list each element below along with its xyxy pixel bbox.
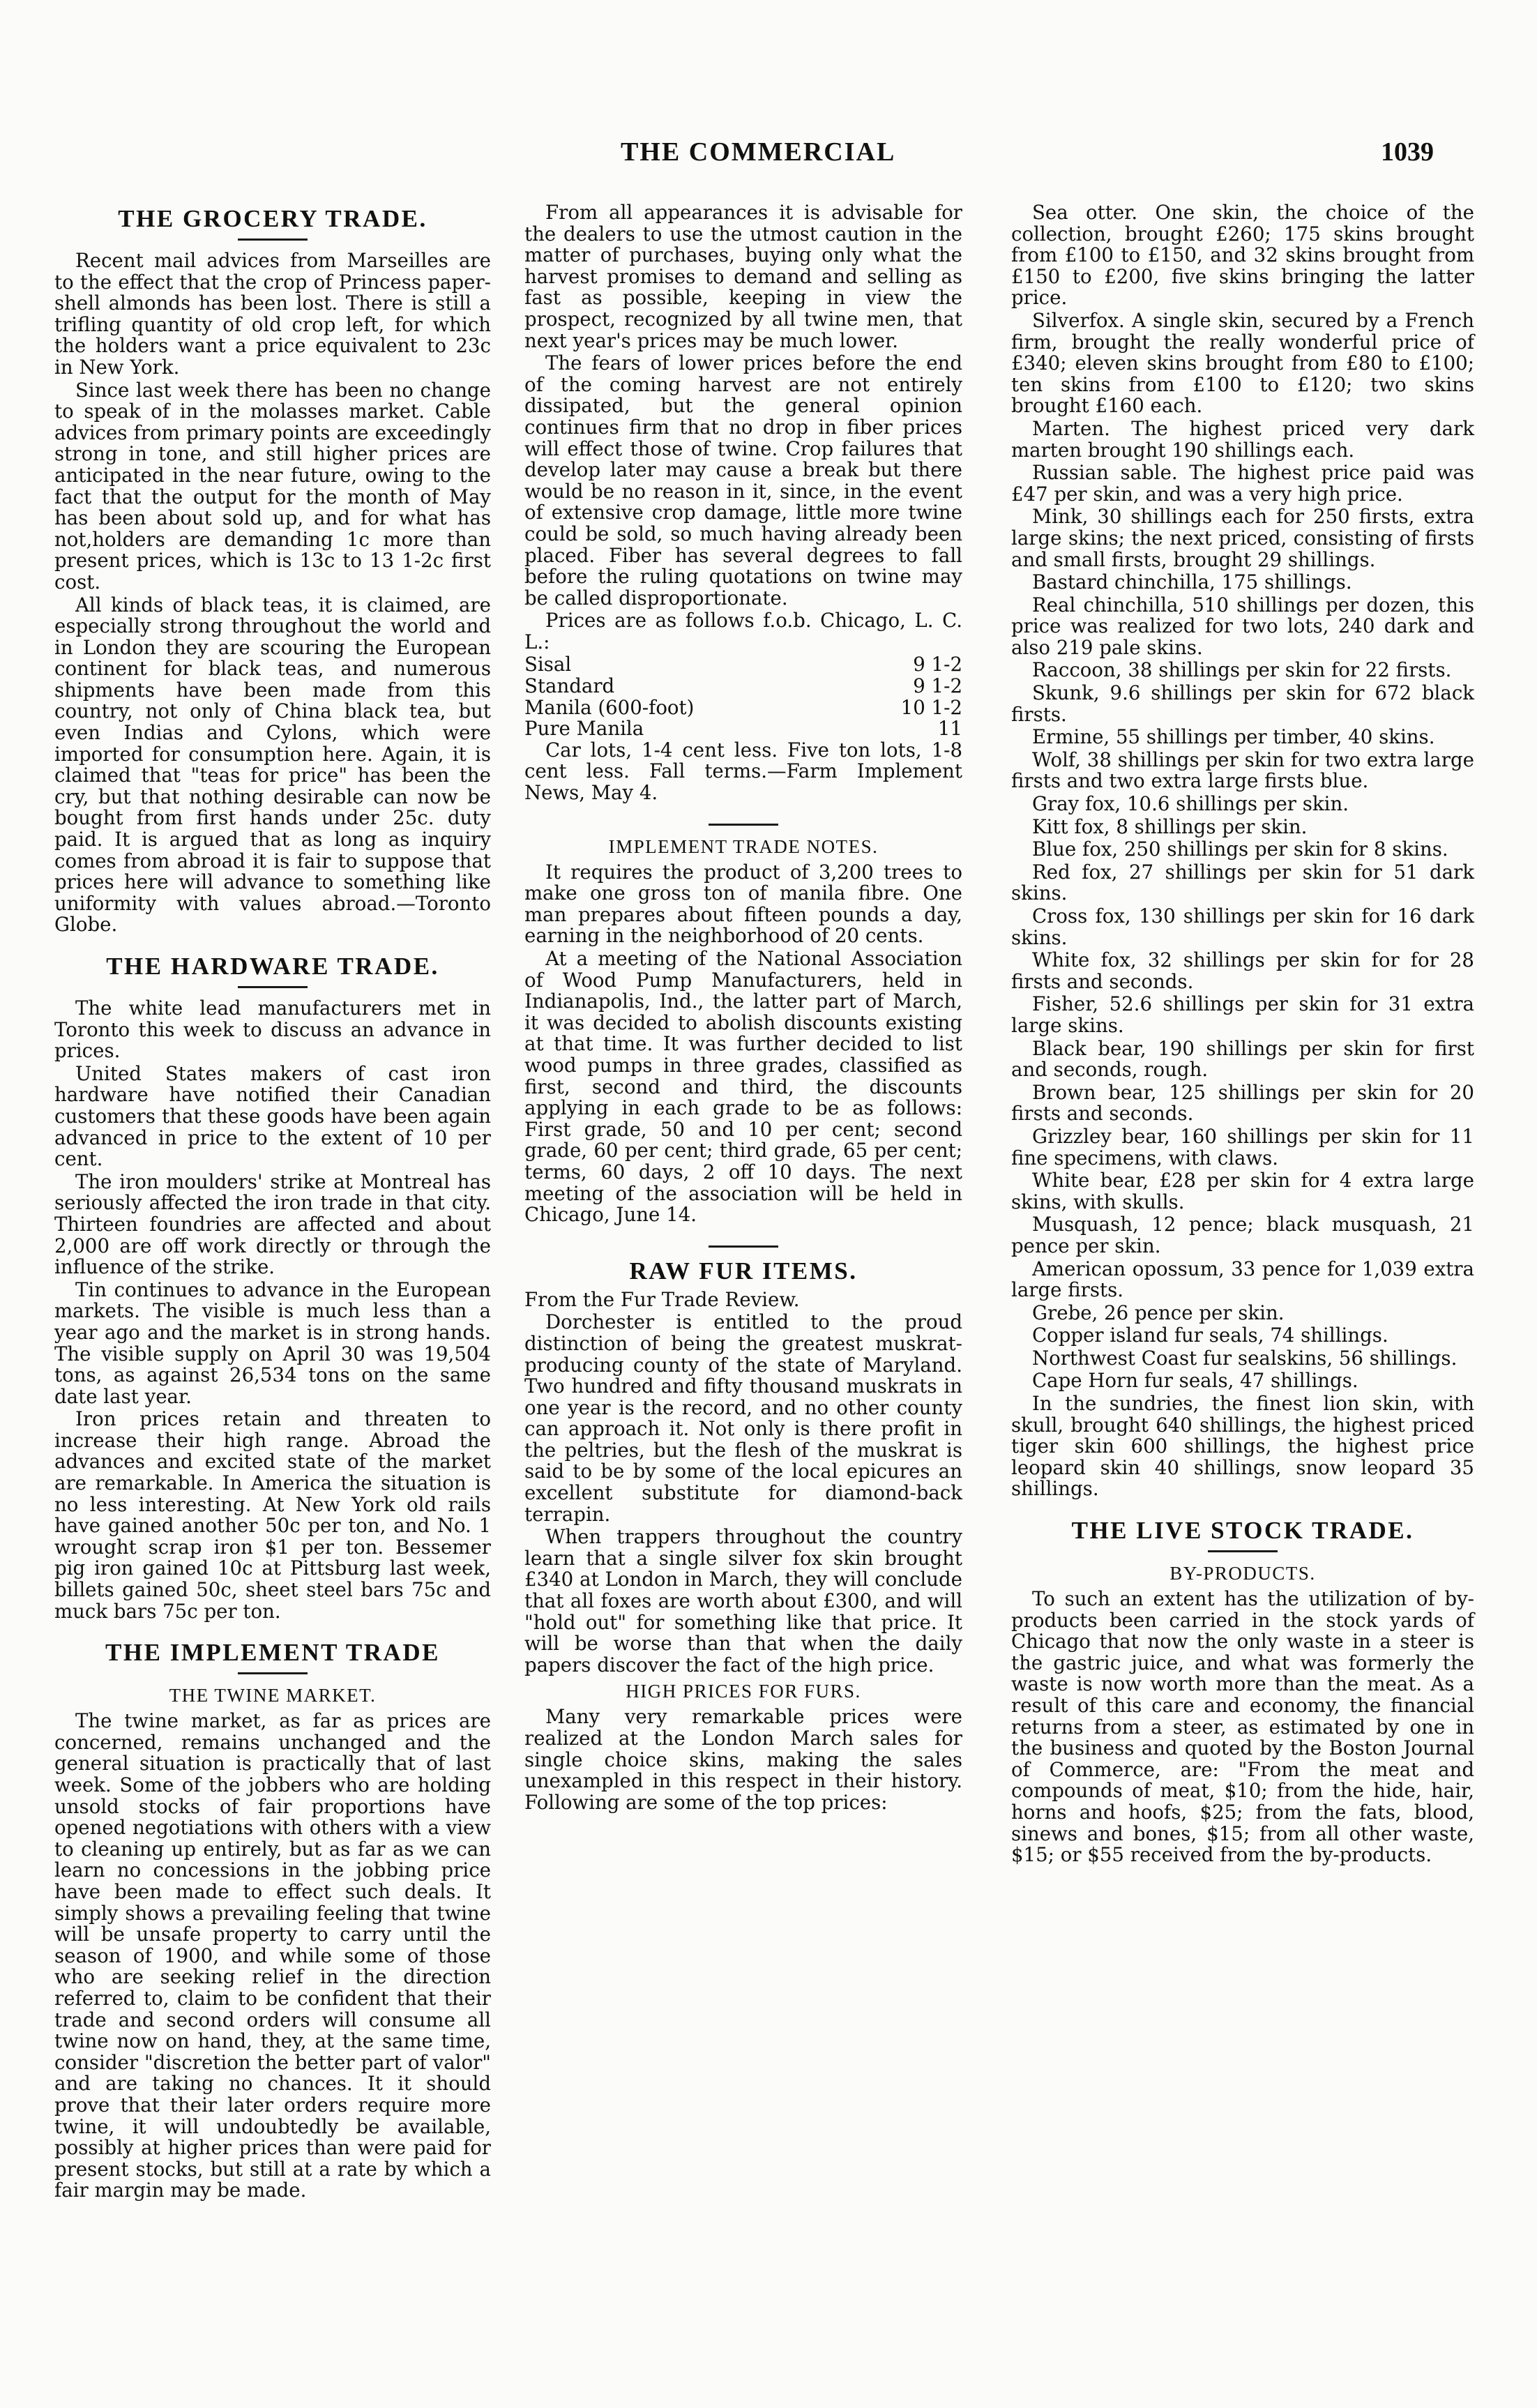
implement-paragraph: The twine market, as far as prices are concerned, remains unchanged and the general situation is practically that of last week. Some of the jobbers who are holding unsold stocks of fair proportions have opened negotiations with others with a view to cleaning up entirely, but as far as we can learn no concessions in the jobbing price have been made to effect such deals. It simply shows a prevailing feeling that twine will be unsafe property to carry until the season of 1900, and while some of those who are seeking relief in the direction referred to, claim to be confident that their trade and second orders will consume all twine now on hand, they, at the same time, consider "discretion the better part of valor" and are taking no chances. It it should prove that their later orders require more twine, it will undoubtedly be available, possibly at higher prices than were paid for present stocks, but still at a rate by which a fair margin may be made.	[54, 1709, 491, 2202]
column-1	[54, 202, 491, 2294]
price-value: 10 1-2	[900, 695, 962, 719]
fur-price-entry: American opossum, 33 pence for 1,039 extra large firsts.	[1011, 1257, 1474, 1302]
high-prices-paragraph: Many very remarkable prices were realized at the London March sales for single choice skins, making the sales unexampled in this respect in their history. Following are some of the top prices:	[524, 1705, 962, 1814]
heading-rule	[1208, 1550, 1278, 1552]
fur-price-entry: Silverfox. A single skin, secured by a French firm, brought the really wonderful price of £340; eleven skins brought from £80 to £100; ten skins from £100 to £120; two skins brought £160 each.	[1011, 308, 1474, 418]
column-3	[1011, 202, 1474, 2294]
implement-notes-paragraph: It requires the product of 3,200 trees to make one gross ton of manila fibre. One man prepares about fifteen pounds a day, earning in the neighborhood of 20 cents.	[524, 860, 962, 948]
implement-notes-paragraph: At a meeting of the National Association of Wood Pump Manufacturers, held in Indianapolis, Ind., the latter part of March, it was decided to abolish discounts existing at that time. It was further decided to list wood pumps in three grades, classified as first, second and third, the discounts applying in each grade to be as follows: First grade, 50 and 10 per cent; second grade, 60 per cent; third grade, 65 per cent; terms, 60 days, 2 off 10 days. The next meeting of the association will be held in Chicago, June 14.	[524, 947, 962, 1227]
grocery-heading: THE GROCERY TRADE.	[118, 205, 427, 232]
raw-fur-paragraph: When trappers throughout the country learn that a single silver fox skin brought £340 at London in March, they will conclude that all foxes are worth about £300, and will "hold out" for something like that price. It will be worse than that when the daily papers discover the fact of the high price.	[524, 1525, 962, 1676]
fur-price-entry: Sea otter. One skin, the choice of the collection, brought £260; 175 skins brought from £100 to £150, and 32 skins brought from £150 to £200, five skins bringing the latter price.	[1011, 201, 1474, 310]
grocery-paragraph: Since last week there has been no change to speak of in the molasses market. Cable advices from primary points are exceedingly strong in tone, and still higher prices are anticipated in the near future, owing to the fact that the output for the month of May has been about sold up, and for what has not,holders are demanding 1c more than present prices, which is 13c to 13 1-2c first cost.	[54, 378, 491, 593]
fur-price-entry: Fisher, 52.6 shillings per skin for 31 extra large skins.	[1011, 992, 1474, 1037]
raw-fur-heading: RAW FUR ITEMS.	[629, 1257, 858, 1285]
page-number: 1039	[1381, 137, 1434, 167]
price-name: Standard	[524, 676, 615, 697]
fur-price-entry: Mink, 30 shillings each for 250 firsts, extra large skins; the next priced, consisting of firsts and small firsts, brought 29 shillings.	[1011, 505, 1474, 571]
implement-paragraph: The fears of lower prices before the end of the coming harvest are not entirely dissipated, but the general opinion continues firm that no drop in fiber prices will effect those of twine. Crop failures that develop later may cause a break but there would be no reason in it, since, in the event of extensive crop damage, little more twine could be sold, so much having already been placed. Fiber has several degrees to fall before the ruling quotations on twine may be called disproportionate.	[524, 351, 962, 609]
fur-price-entry: Bastard chinchilla, 175 shillings.	[1032, 570, 1352, 594]
heading-rule	[238, 986, 308, 988]
price-row	[524, 654, 962, 676]
grocery-paragraph: Recent mail advices from Marseilles are to the effect that the crop of Princess paper-shell almonds has been lost. There is still a trifling quantity of old crop left, for which the holders want a price equivalent to 23c in New York.	[54, 249, 491, 379]
fur-price-entry: Russian sable. The highest price paid was £47 per skin, and was a very high price.	[1011, 461, 1474, 506]
hardware-paragraph: United States makers of cast iron hardware have notified their Canadian customers that these goods have been again advanced in price to the extent of 10 per cent.	[54, 1061, 491, 1171]
fur-price-entry: Gray fox, 10.6 shillings per skin.	[1032, 792, 1349, 816]
high-prices-subheading: HIGH PRICES FOR FURS.	[626, 1681, 861, 1702]
fur-price-entry: Skunk, 9.6 shillings per skin for 672 black firsts.	[1011, 681, 1474, 726]
hardware-paragraph: The iron moulders' strike at Montreal has seriously affected the iron trade in that city. Thirteen foundries are affected and about 2,000 are off work directly or through the influence of the strike.	[54, 1169, 491, 1279]
by-products-subheading: BY-PRODUCTS.	[1169, 1563, 1316, 1584]
implement-heading: THE IMPLEMENT TRADE	[105, 1639, 440, 1667]
price-value: 9 1-2	[913, 653, 962, 676]
fur-price-entry: Cape Horn fur seals, 47 shillings.	[1032, 1369, 1358, 1393]
section-rule	[709, 1245, 778, 1248]
price-row	[524, 697, 962, 719]
fur-price-entry: White bear, £28 per skin for 4 extra large skins, with skulls.	[1011, 1169, 1474, 1213]
fur-price-entry: Grebe, 26 pence per skin.	[1032, 1301, 1285, 1324]
fur-price-entry: Real chinchilla, 510 shillings per dozen, this price was realized for two lots, 240 dark and also 219 pale skins.	[1011, 593, 1474, 659]
column-2	[524, 202, 962, 2294]
implement-notes-heading: IMPLEMENT TRADE NOTES.	[608, 835, 879, 857]
raw-fur-paragraph: Dorchester is entitled to the proud distinction of being the greatest muskrat-producing county of the state of Maryland. Two hundred and fifty thousand muskrats in one year is the record, and no other county can approach it. Not only is there profit in the peltries, but the flesh of the muskrat is said to be by some of the local epicures an excellent substitute for diamond-back terrapin.	[524, 1310, 962, 1526]
fur-price-entry: Copper island fur seals, 74 shillings.	[1032, 1324, 1388, 1347]
implement-closing: Car lots, 1-4 cent less. Five ton lots, 1-8 cent less. Fall terms.—Farm Implement News, May 4.	[524, 738, 962, 805]
twine-market-subheading: THE TWINE MARKET.	[169, 1685, 377, 1706]
fur-price-entry: Blue fox, 250 shillings per skin for 8 skins.	[1032, 838, 1448, 861]
grocery-paragraph: All kinds of black teas, it is claimed, are especially strong throughout the world and in London they are scouring the European continent for black teas, and numerous shipments have been made from this country, not only of China black tea, but even Indias and Cylons, which were imported for consumption here. Again, it is claimed that "teas for price" has been the cry, but that nothing desirable can now be bought from first hands under 25c. duty paid. It is argued that as long as inquiry comes from abroad it is fair to suppose that prices here will advance to something like uniformity with values abroad.—Toronto Globe.	[54, 593, 491, 937]
fur-price-entry: Raccoon, 38 shillings per skin for 22 firsts.	[1032, 658, 1452, 682]
hardware-paragraph: Iron prices retain and threaten to increase their high range. Abroad the advances and excited state of the market are remarkable. In America the situation is no less interesting. At New York old rails have gained another 50c per ton, and No. 1 wrought scrap iron $1 per ton. Bessemer pig iron gained 10c at Pittsburg last week, billets gained 50c, sheet steel bars 75c and muck bars 75c per ton.	[54, 1407, 491, 1623]
price-value: 11	[937, 717, 962, 741]
price-name: Sisal	[524, 654, 572, 676]
fur-price-entry: Black bear, 190 shillings per skin for first and seconds, rough.	[1011, 1036, 1474, 1082]
fur-price-entry: Red fox, 27 shillings per skin for 51 dark skins.	[1011, 860, 1474, 905]
fur-price-entry: White fox, 32 shillings per skin for for 28 firsts and seconds.	[1011, 948, 1474, 993]
price-row	[524, 718, 962, 740]
price-value: 9 1-2	[913, 674, 962, 698]
fur-price-entry: Wolf, 38 shillings per skin for two extra large firsts and two extra large firsts blue.	[1011, 748, 1474, 793]
hardware-paragraph: The white lead manufacturers met in Toronto this week to discuss an advance in prices.	[54, 997, 491, 1063]
fur-price-entry: Cross fox, 130 shillings per skin for 16 dark skins.	[1011, 904, 1474, 949]
section-rule	[709, 824, 778, 826]
fur-price-entry: Northwest Coast fur sealskins, 56 shillings.	[1032, 1346, 1458, 1370]
price-name: Manila (600-foot)	[524, 697, 695, 719]
live-stock-paragraph: To such an extent has the utilization of by-products been carried in the stock yards of Chicago that now the only waste in a steer is the gastric juice, and what was formerly the waste is now worth more than the meat. As a result of this care and economy, the financial returns from a steer, as estimated by one in the business and quoted by the Boston Journal of Commerce, are: "From the meat and compounds of meat, $10; from the hide, hair, horns and hoofs, $25; from the fats, blood, sinews and bones, $15; from all other waste, $15; or $55 received from the by-products.	[1011, 1587, 1474, 1867]
price-row	[524, 676, 962, 697]
fur-price-entry: Marten. The highest priced very dark marten brought 190 shillings each.	[1011, 416, 1474, 462]
hardware-heading: THE HARDWARE TRADE.	[106, 953, 439, 980]
heading-rule	[238, 238, 308, 241]
raw-fur-byline: From the Fur Trade Review.	[524, 1287, 800, 1311]
live-stock-heading: THE LIVE STOCK TRADE.	[1071, 1517, 1414, 1545]
fur-price-entry: Grizzley bear, 160 shillings per skin for 11 fine specimens, with claws.	[1011, 1124, 1474, 1169]
price-name: Pure Manila	[524, 718, 644, 740]
hardware-paragraph: Tin continues to advance in the European markets. The visible is much less than a year ago and the market is in strong hands. The visible supply on April 30 was 19,504 tons, as against 26,534 tons on the same date last year.	[54, 1278, 491, 1408]
fur-price-entry: In the sundries, the finest lion skin, with skull, brought 640 shillings, the highest priced tiger skin 600 shillings, the highest price leopard skin 40 shillings, snow leopard 35 shillings.	[1011, 1392, 1474, 1501]
running-title: THE COMMERCIAL	[621, 137, 896, 167]
implement-paragraph: Prices are as follows f.o.b. Chicago, L. C. L.:	[524, 609, 962, 653]
fur-price-entry: Musquash, 12 pence; black musquash, 21 pence per skin.	[1011, 1213, 1474, 1257]
fur-price-entry: Brown bear, 125 shillings per skin for 20 firsts and seconds.	[1011, 1080, 1474, 1126]
fur-price-entry: Ermine, 55 shillings per timber, 40 skins.	[1032, 725, 1435, 749]
fur-price-entry: Kitt fox, 8 shillings per skin.	[1032, 815, 1308, 838]
implement-paragraph: From all appearances it is advisable for the dealers to use the utmost caution in the matter of purchases, buying only what the harvest promises to demand and selling as fast as possible, keeping in view the prospect, recognized by all twine men, that next year's prices may be much lower.	[524, 201, 962, 352]
heading-rule	[238, 1672, 308, 1674]
